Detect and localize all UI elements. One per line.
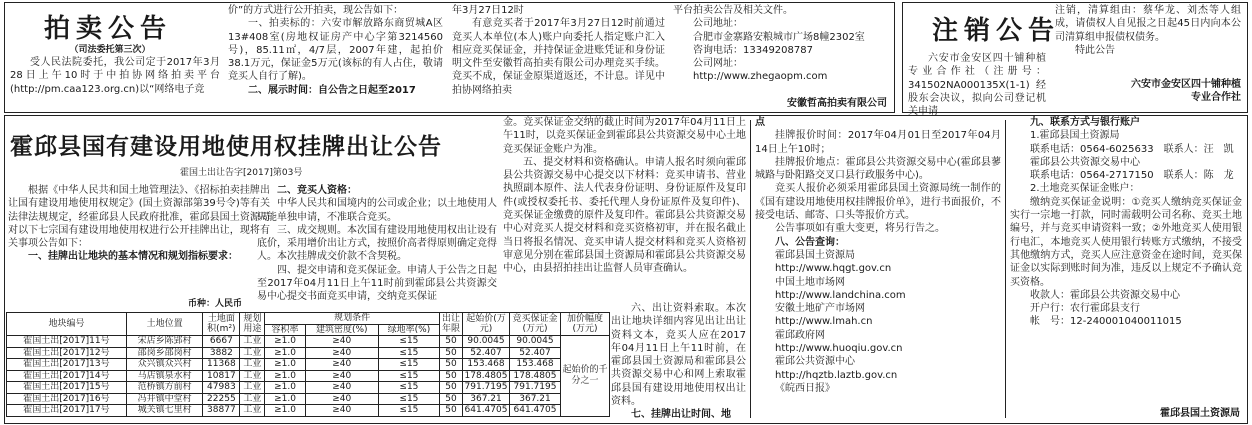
land-col-4-url4: http://www.huoqiu.gov.cn — [775, 343, 903, 355]
cell-deposit: 52.407 — [510, 347, 561, 359]
auction-col-4-p6: http://www.zhegaopm.com — [693, 71, 828, 83]
land-col-2-p2: 中华人民共和国境内的公司或企业；以土地使用人只能单独申请，不准联合竞买。 — [257, 198, 497, 223]
land-col-3-p1: 金。竞买保证金交纳的截止时间为2017年04月11日上午11时，以竞买保证金到霍邱县公共资源交易中心土地竞买保证金账户为准。 — [503, 117, 746, 155]
cell-density: ≥40 — [305, 382, 378, 394]
cell-start-price: 178.4805 — [463, 370, 510, 382]
land-col-4-p6: 八、公告查询： — [775, 236, 845, 248]
cell-use: 工业 — [240, 336, 265, 348]
auction-col-4-p3: 合肥市金寨路安粮城市广场8幢2302室 — [693, 31, 865, 43]
cell-lot-id: 霍国土出[2017]15号 — [7, 382, 127, 394]
auction-col-2-p3: 二、展示时间：自公告之日起至2017 — [248, 84, 416, 96]
cell-years: 50 — [440, 370, 463, 382]
land-lot-table-body — [7, 336, 610, 417]
auction-col-2-p2: 一、拍卖标的：六安市解放路东商贸城A区13#408室(房地权证房产中心字第3214560号)，85.11㎡，4/7层，2007年建，起拍价38.1万元，保证金5万元(该标的有人占住，敬请竞买人自行了解)。 — [228, 18, 443, 83]
cell-density: ≥40 — [305, 336, 378, 348]
cell-area: 11368 — [203, 359, 240, 371]
cell-location: 众兴镇众兴村 — [126, 359, 202, 371]
cell-green: ≤15 — [378, 359, 439, 371]
th-years: 出让年限 — [440, 313, 463, 336]
cell-deposit: 153.468 — [510, 359, 561, 371]
currency-note: 币种：人民币 — [187, 299, 242, 309]
cell-use: 工业 — [240, 393, 265, 405]
cell-green: ≤15 — [378, 405, 439, 417]
table-row — [7, 370, 610, 382]
land-col-5-p8: 收款人：霍邱县公共资源交易中心 — [1030, 289, 1180, 301]
auction-col-1 — [10, 56, 220, 108]
th-green: 绿地率(%) — [378, 324, 439, 336]
auction-company-signature: 安徽哲高拍卖有限公司 — [787, 98, 887, 109]
land-col-1-p1: 根据《中华人民共和国土地管理法》、《招标拍卖挂牌出让国有建设用地使用权规定》(国土资源部第39号令)等有关法律法规规定，经霍邱县人民政府批准，霍邱县国土资源局对以下七宗国有建设用地使用权进行公开挂牌出让，现将有关事项公告如下： — [8, 185, 270, 250]
cell-location: 马店镇泉水村 — [126, 370, 202, 382]
table-row — [7, 382, 610, 394]
land-col-3b-p2: 七、挂牌出让时间、地 — [631, 409, 731, 421]
table-row — [7, 359, 610, 371]
table-row — [7, 405, 610, 417]
cell-years: 50 — [440, 359, 463, 371]
land-col-3b — [611, 302, 746, 421]
cancel-col-1-p1: 六安市金安区四十铺种植专业合作社（注册号：341502NA000135X(1-1)经股东会决议，拟向公司登记机关申请 — [908, 53, 1046, 118]
land-col-5-p4: 霍邱县公共资源交易中心 — [1030, 156, 1140, 168]
th-location: 土地位置 — [126, 313, 202, 336]
column-divider — [750, 120, 751, 418]
cell-density: ≥40 — [305, 370, 378, 382]
land-col-4-p5: 公告事项如有重大变更，将另行告之。 — [775, 223, 945, 235]
cell-location: 冯井镇中堂村 — [126, 393, 202, 405]
land-col-4-p17: 《皖西日报》 — [775, 382, 835, 394]
cell-years: 50 — [440, 393, 463, 405]
cell-far: ≥1.0 — [265, 393, 305, 405]
land-col-5-p2: 1.霍邱县国土资源局 — [1030, 130, 1120, 142]
auction-col-4-p4: 咨询电话：13349208787 — [693, 44, 813, 56]
cell-use: 工业 — [240, 382, 265, 394]
cell-lot-id: 霍国土出[2017]11号 — [7, 336, 127, 348]
land-col-5-p10: 帐 号：12-240001040011015 — [1030, 316, 1182, 328]
cell-area: 22255 — [203, 393, 240, 405]
cell-location: 范桥镇方前村 — [126, 382, 202, 394]
auction-col-1-p1: 受人民法院委托，我公司定于2017年3月28日上午10时于中拍协网络拍卖平台(http://pm.caa123.org.cn)以“网络电子竞 — [10, 57, 220, 95]
land-col-2 — [257, 184, 497, 306]
land-col-2-p4: 四、提交申请和竞买保证金。申请人于公告之日起至2017年04月11日上午11时前到霍邱县公共资源交易中心提交书面竞买申请，交纳竞买保证 — [257, 264, 497, 303]
land-col-4-p3: 挂牌报价地点：霍邱县公共资源交易中心(霍邱县蓼城路与卧阳路交叉口县行政服务中心)。 — [755, 156, 1001, 182]
cell-start-price: 90.0045 — [463, 336, 510, 348]
cell-far: ≥1.0 — [265, 382, 305, 394]
land-notice-title: 霍邱县国有建设用地使用权挂牌出让公告 — [10, 134, 442, 160]
cell-green: ≤15 — [378, 347, 439, 359]
land-col-4-url1: http://www.hqgt.gov.cn — [775, 263, 892, 275]
land-col-4-url2: http://www.landchina.com — [775, 289, 906, 301]
cell-density: ≥40 — [305, 393, 378, 405]
th-density: 建筑密度(%) — [305, 324, 378, 336]
land-notice-signature: 霍邱县国土资源局 — [1160, 408, 1240, 419]
cell-deposit: 178.4805 — [510, 370, 561, 382]
table-row — [7, 347, 610, 359]
cancel-col-1 — [908, 52, 1046, 118]
land-col-5-p6: 2.土地竞买保证金账户： — [1030, 183, 1140, 195]
cell-deposit: 641.4705 — [510, 405, 561, 417]
cell-area: 6667 — [203, 336, 240, 348]
cell-far: ≥1.0 — [265, 336, 305, 348]
cell-use: 工业 — [240, 359, 265, 371]
cell-start-price: 367.21 — [463, 393, 510, 405]
land-col-1-p2: 一、挂牌出让地块的基本情况和规划指标要求： — [28, 251, 238, 263]
cell-deposit: 90.0045 — [510, 336, 561, 348]
th-increment: 加价幅度(万元) — [561, 313, 610, 336]
cell-density: ≥40 — [305, 347, 378, 359]
land-col-4-p13: 霍邱政府网 — [775, 329, 825, 341]
land-col-5-p9: 开户行：农行霍邱县支行 — [1030, 303, 1140, 315]
land-col-4-url5: http://hqztb.laztb.gov.cn — [775, 369, 898, 381]
th-deposit: 竞买保证金(万元) — [510, 313, 561, 336]
auction-col-3-p2: 有意竞买者于2017年3月27日12时前通过竞买人本单位(本人)账户向委托人指定账户汇入相应竞买保证金，并持保证金进账凭证和身份证明文件至安徽哲高拍卖有限公司办理竞买手续。竞买不成，保证金原渠道返还，不计息。详见中拍协网络拍卖 — [452, 18, 665, 96]
cancel-notice-title: 注销公告 — [932, 16, 1061, 46]
th-far: 容积率 — [265, 324, 305, 336]
column-divider — [1005, 120, 1006, 418]
cell-far: ≥1.0 — [265, 370, 305, 382]
cell-lot-id: 霍国土出[2017]17号 — [7, 405, 127, 417]
th-start-price: 起始价(万元) — [463, 313, 510, 336]
auction-notice-title: 拍卖公告 — [44, 14, 173, 44]
cell-years: 50 — [440, 382, 463, 394]
land-col-4-p2: 挂牌报价时间：2017年04月01日至2017年04月14日上午10时； — [755, 130, 1001, 155]
cell-green: ≤15 — [378, 370, 439, 382]
cell-area: 10817 — [203, 370, 240, 382]
cell-lot-id: 霍国土出[2017]13号 — [7, 359, 127, 371]
land-col-5-p3: 联系电话：0564-6025633 联系人：汪 凯 — [1030, 143, 1234, 155]
cell-years: 50 — [440, 347, 463, 359]
cell-start-price: 52.407 — [463, 347, 510, 359]
land-col-5-p1: 九、联系方式与银行账户 — [1030, 117, 1140, 128]
auction-col-3 — [452, 4, 665, 108]
cell-location: 宋店乡陈郢村 — [126, 336, 202, 348]
th-lot-id: 地块编号 — [7, 313, 127, 336]
land-lot-table — [6, 312, 610, 417]
auction-col-4 — [673, 4, 888, 96]
cell-start-price: 791.7195 — [463, 382, 510, 394]
land-col-3-p2: 五、提交材料和资格确认。申请人报名时须向霍邱县公共资源交易中心提交以下材料：竞买申请书、营业执照副本原件、法人代表身份证明、身份证原件及复印件(或授权委托书、委托代理人身份证原件及复印件)、竞买保证金缴费的原件及复印件。霍邱县公共资源交易中心对竞买人提交材料和竞买资格初审，并在报名截止当日将报名情况、竞买申请人提交材料和竞买人资格初审意见分别在霍邱县国土资源局和霍邱县公共资源交易中心，由县招拍挂出让监督人员审查确认。 — [503, 156, 746, 275]
table-row — [7, 393, 610, 405]
cancel-col-2-p1: 注销，清算组由：蔡华龙、刘杰等人组成，请债权人自见报之日起45日内向本公司清算组申报债权债务。 — [1055, 5, 1241, 43]
land-notice-docnum: 霍国土出让告字[2017]第03号 — [180, 168, 303, 178]
land-col-2-p3: 三、成交规则。本次国有建设用地使用权出让设有底价，采用增价出让方式，按照价高者得原则确定竞得人。本次挂牌成交价款不含契税。 — [257, 224, 497, 263]
land-col-1 — [8, 184, 270, 296]
land-col-4 — [755, 116, 1001, 418]
cell-years: 50 — [440, 336, 463, 348]
auction-col-2 — [228, 4, 443, 108]
cell-green: ≤15 — [378, 393, 439, 405]
cell-increment-note: 起始价的千分之一 — [561, 336, 610, 417]
auction-notice-subtitle: （司法委托第三次） — [69, 45, 151, 55]
cell-far: ≥1.0 — [265, 405, 305, 417]
cell-area: 3882 — [203, 347, 240, 359]
th-area: 土地面积(m²) — [203, 313, 240, 336]
land-col-4-p4: 竞买人报价必须采用霍邱县国土资源局统一制作的《国有建设用地使用权挂牌报价单》，进行书面报价，不接受电话、邮寄、口头等报价方式。 — [755, 183, 1001, 222]
cancel-signature: 六安市金安区四十铺种植专业合作社 — [1131, 79, 1241, 103]
cell-deposit: 367.21 — [510, 393, 561, 405]
cell-far: ≥1.0 — [265, 347, 305, 359]
cell-lot-id: 霍国土出[2017]12号 — [7, 347, 127, 359]
auction-col-4-p5: 公司网址： — [693, 58, 743, 70]
cell-green: ≤15 — [378, 382, 439, 394]
land-col-5-p5: 联系电话：0564-2717150 联系人：陈 龙 — [1030, 170, 1234, 182]
cancel-col-2 — [1055, 4, 1241, 76]
cell-location: 城关镇七里村 — [126, 405, 202, 417]
cell-lot-id: 霍国土出[2017]16号 — [7, 393, 127, 405]
cell-density: ≥40 — [305, 359, 378, 371]
cell-use: 工业 — [240, 347, 265, 359]
auction-col-4-p1: 平台拍卖公告及相关文件。 — [673, 5, 793, 16]
land-col-4-url3: http://www.lmah.cn — [775, 316, 873, 328]
cell-area: 38877 — [203, 405, 240, 417]
cell-deposit: 791.7195 — [510, 382, 561, 394]
land-col-4-p15: 霍邱公共资源中心 — [775, 356, 855, 368]
auction-col-2-p1: 价”的方式进行公开拍卖，现公告如下： — [228, 5, 404, 16]
cell-density: ≥40 — [305, 405, 378, 417]
auction-col-3-p1: 年3月27日12时 — [452, 5, 524, 16]
land-col-3b-p1: 六、出让资料索取。本次出让地块详细内容见出让出让资料文本，竞买人应在2017年04月11日上午11时前，在霍邱县国土资源局和霍邱县公共资源交易中心和网上索取霍邱县国有建设用地使用权出让资料。 — [611, 303, 746, 408]
land-col-4-p11: 安徽土地矿产市场网 — [775, 303, 865, 315]
cell-use: 工业 — [240, 405, 265, 417]
cell-green: ≤15 — [378, 336, 439, 348]
cell-use: 工业 — [240, 370, 265, 382]
cell-years: 50 — [440, 405, 463, 417]
cell-start-price: 153.468 — [463, 359, 510, 371]
cell-far: ≥1.0 — [265, 359, 305, 371]
land-col-5 — [1010, 116, 1242, 418]
land-col-4-p1: 点 — [755, 117, 765, 128]
land-col-2-p1: 二、竞买人资格： — [277, 185, 357, 196]
cell-area: 47983 — [203, 382, 240, 394]
th-plan: 规划条件 — [265, 313, 440, 325]
land-col-5-p7: 缴纳竞买保证金说明：①竞买人缴纳竞买保证金实行一宗地一打款，同时需载明公司名称、竞买土地编号，并与竞买申请资料一致；②外地竞买人使用银行电汇，本地竞买人使用银行转账方式缴纳，不接受其他缴纳方式，竞买人应注意资金在途时间，竞买保证金以实际到账时间为准，违反以上规定不予确认竞买资格。 — [1010, 196, 1242, 288]
cancel-col-2-p2: 特此公告 — [1075, 44, 1115, 56]
th-use: 规划用途 — [240, 313, 265, 336]
cell-start-price: 641.4705 — [463, 405, 510, 417]
table-row — [7, 336, 610, 348]
land-col-4-p9: 中国土地市场网 — [775, 276, 845, 288]
cell-lot-id: 霍国土出[2017]14号 — [7, 370, 127, 382]
auction-col-4-p2: 公司地址： — [693, 18, 743, 30]
land-col-4-p7: 霍邱县国土资源局 — [775, 249, 855, 261]
cell-location: 邵岗乡邵岗村 — [126, 347, 202, 359]
